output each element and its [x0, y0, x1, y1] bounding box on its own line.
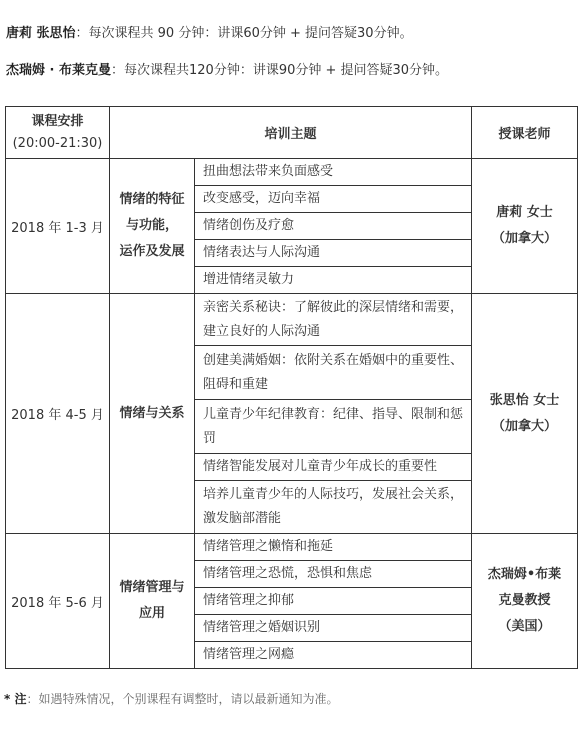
intro-teacher-names: 唐莉 张思怡: [6, 26, 76, 41]
teacher-line: 克曼教授: [498, 593, 551, 608]
header-time: (20:00-21:30): [12, 135, 103, 151]
topic-cell: 情绪智能发展对儿童青少年成长的重要性: [195, 454, 472, 481]
period-cell: 2018 年 1-3 月: [6, 159, 110, 294]
theme-line: 应用: [138, 606, 165, 621]
teacher-line: （加拿大）: [492, 418, 558, 434]
topic-cell: 创建美满婚姻：依附关系在婚姻中的重要性、阻碍和重建: [195, 346, 472, 400]
intro-teacher-names: 杰瑞姆 · 布莱克曼: [6, 63, 111, 78]
topic-cell: 情绪管理之抑郁: [195, 588, 472, 615]
topic-cell: 情绪表达与人际沟通: [195, 240, 472, 267]
footnote: [4, 690, 338, 707]
footnote-text: ：如遇特殊情况，个别课程有调整时，请以最新通知为准。: [26, 692, 339, 706]
header-teacher: 授课老师: [472, 107, 578, 159]
teacher-line: 张思怡 女士: [489, 392, 560, 408]
footnote-mark: * 注: [4, 692, 27, 706]
topic-cell: 情绪创伤及疗愈: [195, 213, 472, 240]
topic-cell: 儿童青少年纪律教育：纪律、指导、限制和惩罚: [195, 400, 472, 454]
theme-cell: [110, 159, 195, 294]
intro-description: ：每次课程共 90 分钟：讲课60分钟 + 提问答疑30分钟。: [75, 26, 413, 41]
period-cell: 2018 年 4-5 月: [6, 294, 110, 534]
intro-description: ：每次课程共120分钟：讲课90分钟 + 提问答疑30分钟。: [111, 63, 449, 78]
topic-cell: 亲密关系秘诀：了解彼此的深层情绪和需要，建立良好的人际沟通: [195, 294, 472, 346]
theme-line: 情绪管理与: [119, 580, 185, 595]
topic-cell: 情绪管理之网瘾: [195, 642, 472, 669]
theme-cell: [110, 294, 195, 534]
topic-cell: 增进情绪灵敏力: [195, 267, 472, 294]
intro-line-1: [6, 22, 413, 41]
teacher-cell: [472, 294, 578, 534]
teacher-line: 唐莉 女士: [496, 205, 553, 220]
table-row: [6, 534, 578, 561]
teacher-line: （加拿大）: [492, 231, 558, 246]
teacher-cell: [472, 159, 578, 294]
teacher-cell: [472, 534, 578, 669]
period-cell: 2018 年 5-6 月: [6, 534, 110, 669]
header-schedule-label: 课程安排: [31, 113, 84, 129]
schedule-table: [5, 106, 578, 669]
topic-cell: 改变感受，迈向幸福: [195, 186, 472, 213]
theme-line: 与功能，: [125, 218, 178, 233]
theme-line: 情绪的特征: [119, 192, 185, 207]
theme-line: 情绪与关系: [119, 405, 185, 421]
topic-cell: 培养儿童青少年的人际技巧，发展社会关系，激发脑部潜能: [195, 481, 472, 534]
topic-cell: 扭曲想法带来负面感受: [195, 159, 472, 186]
header-topic: 培训主题: [110, 107, 472, 159]
header-schedule: [6, 107, 110, 159]
teacher-line: （美国）: [498, 619, 551, 634]
topic-cell: 情绪管理之恐慌，恐惧和焦虑: [195, 561, 472, 588]
topic-cell: 情绪管理之婚姻识别: [195, 615, 472, 642]
theme-line: 运作及发展: [119, 244, 185, 259]
table-row: [6, 294, 578, 346]
topic-cell: 情绪管理之懒惰和拖延: [195, 534, 472, 561]
table-row: [6, 159, 578, 186]
theme-cell: [110, 534, 195, 669]
intro-line-2: [6, 59, 448, 78]
table-header-row: [6, 107, 578, 159]
teacher-line: 杰瑞姆•布莱: [487, 567, 562, 582]
